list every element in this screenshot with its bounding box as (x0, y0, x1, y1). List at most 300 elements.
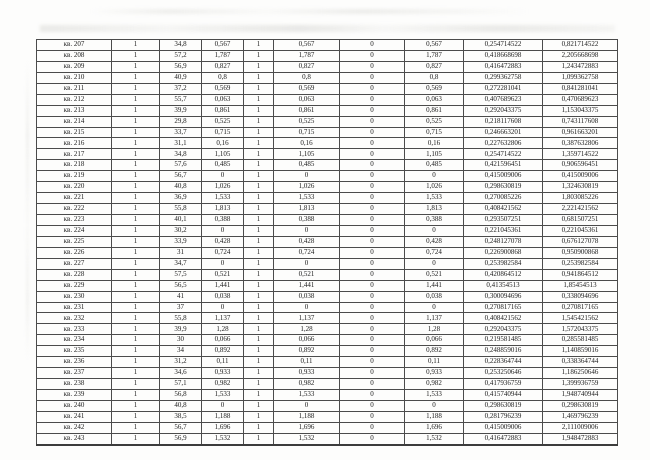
value-cell: 0,41354513 (464, 280, 543, 291)
value-cell: 31 (160, 247, 202, 258)
value-cell: 0,724 (405, 247, 464, 258)
value-cell: 1 (244, 61, 274, 72)
table-row (37, 105, 618, 116)
value-cell: 1 (112, 171, 160, 182)
value-cell: 0,724 (202, 247, 244, 258)
table-row (37, 357, 618, 368)
value-cell: 1 (244, 160, 274, 171)
value-cell: 1 (112, 390, 160, 401)
value-cell: 1 (112, 236, 160, 247)
value-cell: 1,813 (405, 204, 464, 215)
value-cell: 1 (112, 127, 160, 138)
row-label-cell: кв. 207 (37, 40, 112, 51)
value-cell: 0,428 (405, 236, 464, 247)
value-cell: 1,099362758 (543, 72, 618, 83)
value-cell: 1,153043375 (543, 105, 618, 116)
value-cell: 1 (244, 379, 274, 390)
value-cell: 1,533 (405, 193, 464, 204)
value-cell: 0,416472883 (464, 61, 543, 72)
value-cell: 40,8 (160, 400, 202, 411)
value-cell: 0,038 (405, 291, 464, 302)
value-cell: 55,8 (160, 204, 202, 215)
value-cell: 1 (112, 50, 160, 61)
value-cell: 0,338364744 (543, 357, 618, 368)
value-cell: 0,270817165 (464, 302, 543, 313)
value-cell: 0,567 (405, 40, 464, 51)
row-label-cell: кв. 223 (37, 215, 112, 226)
row-label-cell: кв. 229 (37, 280, 112, 291)
row-label-cell: кв. 234 (37, 335, 112, 346)
value-cell: 1,105 (274, 149, 340, 160)
table-row (37, 411, 618, 422)
value-cell: 55,8 (160, 313, 202, 324)
value-cell: 0 (340, 357, 405, 368)
value-cell: 0,292043375 (464, 105, 543, 116)
value-cell: 57,5 (160, 269, 202, 280)
value-cell: 0 (340, 422, 405, 433)
value-cell: 0 (340, 379, 405, 390)
row-label-cell: кв. 218 (37, 160, 112, 171)
value-cell: 0,300094696 (464, 291, 543, 302)
value-cell: 0 (340, 269, 405, 280)
value-cell: 0,11 (405, 357, 464, 368)
value-cell: 1,696 (202, 422, 244, 433)
table-row (37, 400, 618, 411)
value-cell: 1 (244, 193, 274, 204)
table-row (37, 138, 618, 149)
value-cell: 0,8 (405, 72, 464, 83)
value-cell: 39,9 (160, 324, 202, 335)
value-cell: 0 (340, 160, 405, 171)
value-cell: 1 (244, 116, 274, 127)
row-label-cell: кв. 242 (37, 422, 112, 433)
value-cell: 0,941864512 (543, 269, 618, 280)
value-cell: 0,066 (405, 335, 464, 346)
value-cell: 34,7 (160, 258, 202, 269)
value-cell: 0,16 (274, 138, 340, 149)
row-label-cell: кв. 220 (37, 182, 112, 193)
value-cell: 1 (244, 411, 274, 422)
value-cell: 1,533 (202, 193, 244, 204)
row-label-cell: кв. 208 (37, 50, 112, 61)
value-cell: 0,861 (202, 105, 244, 116)
value-cell: 1 (112, 160, 160, 171)
value-cell: 57,2 (160, 50, 202, 61)
value-cell: 0 (340, 313, 405, 324)
row-label-cell: кв. 210 (37, 72, 112, 83)
value-cell: 0 (405, 400, 464, 411)
table-row (37, 94, 618, 105)
value-cell: 0 (340, 258, 405, 269)
table-row (37, 83, 618, 94)
value-cell: 0,292043375 (464, 324, 543, 335)
value-cell: 0,218117608 (464, 116, 543, 127)
value-cell: 0,407689623 (464, 94, 543, 105)
value-cell: 0,428 (202, 236, 244, 247)
value-cell: 0,950900868 (543, 247, 618, 258)
value-cell: 0,8 (202, 72, 244, 83)
value-cell: 1 (244, 269, 274, 280)
value-cell: 30 (160, 335, 202, 346)
value-cell: 0,063 (202, 94, 244, 105)
value-cell: 0,270085226 (464, 193, 543, 204)
row-label-cell: кв. 209 (37, 61, 112, 72)
row-label-cell: кв. 231 (37, 302, 112, 313)
table-row (37, 422, 618, 433)
row-label-cell: кв. 243 (37, 433, 112, 445)
value-cell: 1,545421562 (543, 313, 618, 324)
value-cell: 0 (340, 291, 405, 302)
table-row (37, 127, 618, 138)
value-cell: 0 (340, 50, 405, 61)
value-cell: 1 (244, 324, 274, 335)
value-cell: 37,2 (160, 83, 202, 94)
value-cell: 0,066 (202, 335, 244, 346)
value-cell: 1,948472883 (543, 433, 618, 445)
value-cell: 0 (340, 40, 405, 51)
value-cell: 0,388 (405, 215, 464, 226)
row-label-cell: кв. 241 (37, 411, 112, 422)
value-cell: 0,827 (202, 61, 244, 72)
value-cell: 40,9 (160, 72, 202, 83)
value-cell: 1 (112, 204, 160, 215)
value-cell: 0,408421562 (464, 313, 543, 324)
value-cell: 55,7 (160, 94, 202, 105)
value-cell: 1,696 (274, 422, 340, 433)
value-cell: 1 (244, 335, 274, 346)
row-label-cell: кв. 237 (37, 368, 112, 379)
value-cell: 0,521 (405, 269, 464, 280)
value-cell: 0,567 (202, 40, 244, 51)
value-cell: 0,715 (274, 127, 340, 138)
row-label-cell: кв. 213 (37, 105, 112, 116)
value-cell: 0,485 (202, 160, 244, 171)
table-row (37, 116, 618, 127)
value-cell: 0 (340, 411, 405, 422)
value-cell: 0 (340, 247, 405, 258)
value-cell: 0 (202, 400, 244, 411)
table-row (37, 149, 618, 160)
value-cell: 33,9 (160, 236, 202, 247)
row-label-cell: кв. 233 (37, 324, 112, 335)
value-cell: 0,418668698 (464, 50, 543, 61)
value-cell: 0,485 (405, 160, 464, 171)
value-cell: 0,063 (405, 94, 464, 105)
value-cell: 1 (112, 40, 160, 51)
document-table (36, 39, 618, 446)
value-cell: 1,026 (274, 182, 340, 193)
row-label-cell: кв. 222 (37, 204, 112, 215)
value-cell: 2,205668698 (543, 50, 618, 61)
value-cell: 0,228364744 (464, 357, 543, 368)
value-cell: 0 (340, 215, 405, 226)
value-cell: 0,16 (202, 138, 244, 149)
value-cell: 0,569 (274, 83, 340, 94)
row-label-cell: кв. 227 (37, 258, 112, 269)
value-cell: 0,933 (202, 368, 244, 379)
value-cell: 1,533 (202, 390, 244, 401)
value-cell: 0,525 (274, 116, 340, 127)
value-cell: 1 (244, 400, 274, 411)
table-row (37, 258, 618, 269)
value-cell: 1,813 (274, 204, 340, 215)
value-cell: 0,417936759 (464, 379, 543, 390)
value-cell: 1 (244, 83, 274, 94)
value-cell: 0 (340, 61, 405, 72)
value-cell: 0,338094696 (543, 291, 618, 302)
value-cell: 1 (112, 94, 160, 105)
value-cell: 0,11 (202, 357, 244, 368)
value-cell: 37 (160, 302, 202, 313)
value-cell: 0,248127078 (464, 236, 543, 247)
value-cell: 1,188 (274, 411, 340, 422)
value-cell: 1 (112, 105, 160, 116)
value-cell: 1,105 (405, 149, 464, 160)
value-cell: 1,803085226 (543, 193, 618, 204)
value-cell: 0 (340, 127, 405, 138)
value-cell: 1,186250646 (543, 368, 618, 379)
value-cell: 1 (112, 379, 160, 390)
value-cell: 1 (244, 368, 274, 379)
value-cell: 0,982 (274, 379, 340, 390)
value-cell: 1,572043375 (543, 324, 618, 335)
value-cell: 0,253982584 (543, 258, 618, 269)
value-cell: 1 (244, 215, 274, 226)
table-row (37, 225, 618, 236)
value-cell: 0 (340, 116, 405, 127)
value-cell: 0 (340, 171, 405, 182)
value-cell: 1,85454513 (543, 280, 618, 291)
value-cell: 1,532 (405, 433, 464, 445)
value-cell: 0,415009006 (464, 171, 543, 182)
value-cell: 0,219581485 (464, 335, 543, 346)
value-cell: 0,428 (274, 236, 340, 247)
value-cell: 0,248859016 (464, 346, 543, 357)
value-cell: 0,221045361 (543, 225, 618, 236)
value-cell: 1,441 (405, 280, 464, 291)
value-cell: 36,9 (160, 193, 202, 204)
value-cell: 0,933 (274, 368, 340, 379)
value-cell: 1 (244, 236, 274, 247)
value-cell: 1 (244, 433, 274, 445)
value-cell: 1 (112, 182, 160, 193)
value-cell: 1,399936759 (543, 379, 618, 390)
value-cell: 0 (274, 171, 340, 182)
value-cell: 1 (244, 280, 274, 291)
row-label-cell: кв. 240 (37, 400, 112, 411)
value-cell: 56,9 (160, 433, 202, 445)
value-cell: 0,569 (405, 83, 464, 94)
table-row (37, 50, 618, 61)
value-cell: 1 (112, 225, 160, 236)
value-cell: 0,038 (274, 291, 340, 302)
value-cell: 0,227632806 (464, 138, 543, 149)
value-cell: 57,6 (160, 160, 202, 171)
value-cell: 1,28 (405, 324, 464, 335)
row-label-cell: кв. 212 (37, 94, 112, 105)
row-label-cell: кв. 230 (37, 291, 112, 302)
scan-noise-smudge (90, 9, 530, 14)
row-label-cell: кв. 225 (37, 236, 112, 247)
value-cell: 1,787 (274, 50, 340, 61)
value-cell: 0,408421562 (464, 204, 543, 215)
value-cell: 1 (112, 357, 160, 368)
value-cell: 1 (244, 72, 274, 83)
value-cell: 1 (244, 302, 274, 313)
value-cell: 0,272281041 (464, 83, 543, 94)
value-cell: 0 (340, 390, 405, 401)
value-cell: 33,7 (160, 127, 202, 138)
value-cell: 40,1 (160, 215, 202, 226)
value-cell: 1 (244, 40, 274, 51)
value-cell: 0,841281041 (543, 83, 618, 94)
value-cell: 0,821714522 (543, 40, 618, 51)
value-cell: 1 (244, 182, 274, 193)
row-label-cell: кв. 226 (37, 247, 112, 258)
value-cell: 31,2 (160, 357, 202, 368)
value-cell: 1 (244, 138, 274, 149)
value-cell: 1,140859016 (543, 346, 618, 357)
value-cell: 0 (340, 72, 405, 83)
value-cell: 0,415009006 (543, 171, 618, 182)
value-cell: 1 (112, 258, 160, 269)
row-label-cell: кв. 228 (37, 269, 112, 280)
value-cell: 1,469796239 (543, 411, 618, 422)
value-cell: 0,420864512 (464, 269, 543, 280)
table-row (37, 182, 618, 193)
value-cell: 1 (112, 269, 160, 280)
value-cell: 0 (340, 204, 405, 215)
value-cell: 0,254714522 (464, 149, 543, 160)
value-cell: 57,1 (160, 379, 202, 390)
value-cell: 38,5 (160, 411, 202, 422)
value-cell: 39,9 (160, 105, 202, 116)
value-cell: 0,961663201 (543, 127, 618, 138)
value-cell: 0,253982584 (464, 258, 543, 269)
value-cell: 0,715 (405, 127, 464, 138)
value-cell: 1,105 (202, 149, 244, 160)
value-cell: 0 (340, 138, 405, 149)
table-row (37, 379, 618, 390)
value-cell: 1,533 (274, 193, 340, 204)
value-cell: 41 (160, 291, 202, 302)
value-cell: 2,221421562 (543, 204, 618, 215)
value-cell: 34,8 (160, 40, 202, 51)
value-cell: 0 (405, 171, 464, 182)
value-cell: 0 (340, 433, 405, 445)
row-label-cell: кв. 221 (37, 193, 112, 204)
value-cell: 1 (244, 149, 274, 160)
value-cell: 0,8 (274, 72, 340, 83)
value-cell: 1 (244, 105, 274, 116)
table-row (37, 324, 618, 335)
value-cell: 56,5 (160, 280, 202, 291)
row-label-cell: кв. 232 (37, 313, 112, 324)
value-cell: 0 (340, 225, 405, 236)
value-cell: 1,696 (405, 422, 464, 433)
value-cell: 56,7 (160, 171, 202, 182)
value-cell: 1 (112, 368, 160, 379)
value-cell: 0 (405, 302, 464, 313)
table-row (37, 291, 618, 302)
value-cell: 1 (112, 291, 160, 302)
table-row (37, 335, 618, 346)
value-cell: 1,188 (202, 411, 244, 422)
value-cell: 0,221045361 (464, 225, 543, 236)
value-cell: 1 (112, 411, 160, 422)
value-cell: 1,359714522 (543, 149, 618, 160)
value-cell: 0,415009006 (464, 422, 543, 433)
value-cell: 0 (274, 400, 340, 411)
value-cell: 0 (340, 302, 405, 313)
value-cell: 0,16 (405, 138, 464, 149)
value-cell: 0 (340, 280, 405, 291)
table-row (37, 204, 618, 215)
value-cell: 0 (274, 225, 340, 236)
table-row (37, 247, 618, 258)
value-cell: 1,532 (274, 433, 340, 445)
value-cell: 1,533 (405, 390, 464, 401)
value-cell: 1,137 (202, 313, 244, 324)
value-cell: 1 (244, 346, 274, 357)
value-cell: 0,982 (405, 379, 464, 390)
row-label-cell: кв. 216 (37, 138, 112, 149)
value-cell: 0,063 (274, 94, 340, 105)
value-cell: 0,299362758 (464, 72, 543, 83)
table-row (37, 72, 618, 83)
table-row (37, 433, 618, 445)
value-cell: 1,441 (202, 280, 244, 291)
value-cell: 1 (112, 72, 160, 83)
value-cell: 0 (340, 193, 405, 204)
value-cell: 0,715 (202, 127, 244, 138)
value-cell: 56,9 (160, 61, 202, 72)
value-cell: 1 (244, 258, 274, 269)
value-cell: 1 (244, 127, 274, 138)
value-cell: 1,324630819 (543, 182, 618, 193)
value-cell: 0,246663201 (464, 127, 543, 138)
value-cell: 0 (274, 302, 340, 313)
row-label-cell: кв. 238 (37, 379, 112, 390)
value-cell: 1 (244, 171, 274, 182)
value-cell: 0,038 (202, 291, 244, 302)
value-cell: 1 (112, 280, 160, 291)
value-cell: 0 (340, 400, 405, 411)
value-cell: 0,421596451 (464, 160, 543, 171)
table-row (37, 160, 618, 171)
value-cell: 0,892 (405, 346, 464, 357)
value-cell: 0,567 (274, 40, 340, 51)
value-cell: 1,28 (202, 324, 244, 335)
value-cell: 34,6 (160, 368, 202, 379)
value-cell: 1 (244, 225, 274, 236)
value-cell: 0 (340, 236, 405, 247)
value-cell: 34 (160, 346, 202, 357)
value-cell: 1,813 (202, 204, 244, 215)
value-cell: 1,137 (405, 313, 464, 324)
value-cell: 1 (244, 357, 274, 368)
value-cell: 0,253250646 (464, 368, 543, 379)
value-cell: 1,188 (405, 411, 464, 422)
value-cell: 0,226900868 (464, 247, 543, 258)
table-row (37, 193, 618, 204)
table-row (37, 313, 618, 324)
value-cell: 0,827 (274, 61, 340, 72)
value-cell: 0,681507251 (543, 215, 618, 226)
value-cell: 1 (112, 247, 160, 258)
value-cell: 0 (405, 225, 464, 236)
value-cell: 0,676127078 (543, 236, 618, 247)
